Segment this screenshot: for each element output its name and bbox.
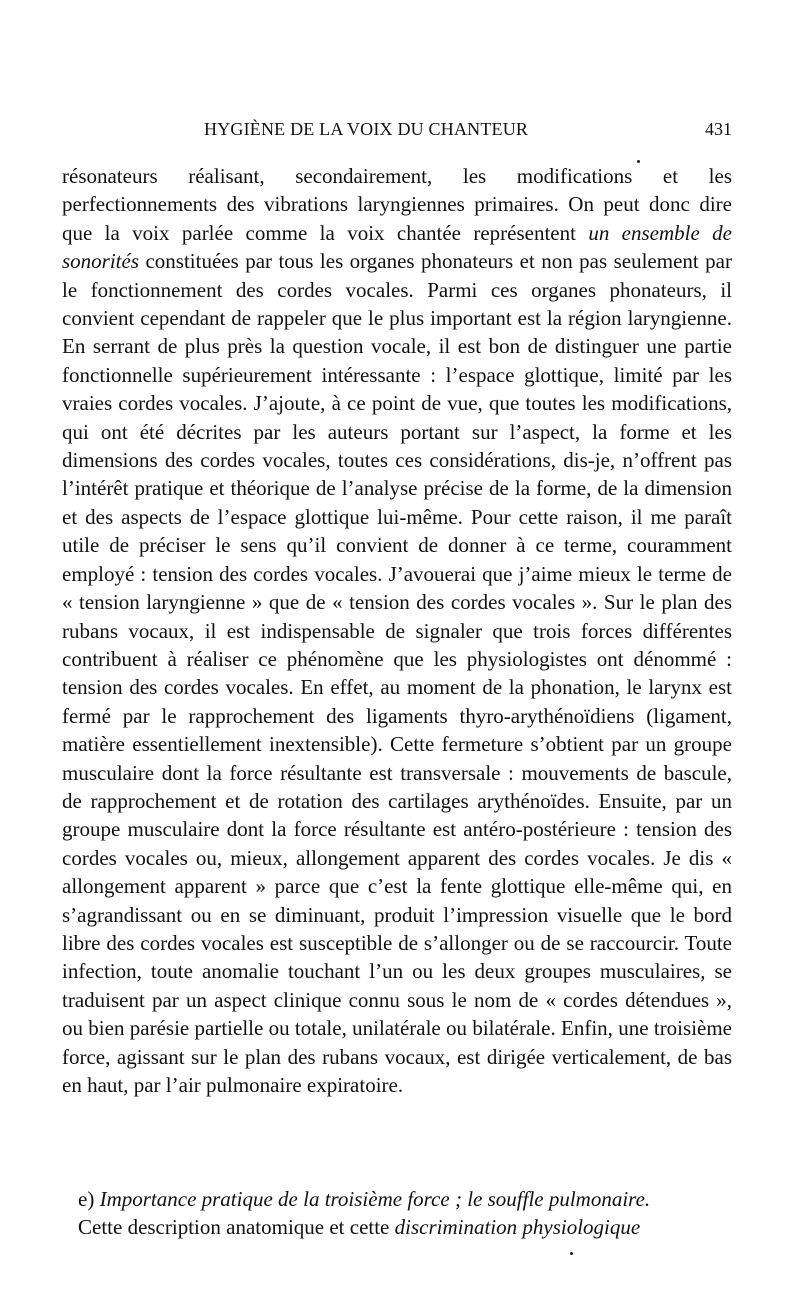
section-e-heading-line [62, 1185, 732, 1213]
section-e-line-2-italic: discrimination physiologique [394, 1215, 641, 1240]
running-title: HYGIÈNE DE LA VOIX DU CHANTEUR [204, 119, 529, 139]
main-paragraph [62, 162, 732, 1099]
print-speck-mark [637, 160, 640, 163]
paragraph-1 [62, 162, 732, 1099]
paragraph-1-emphasis: un ensemble de sonorités [62, 220, 732, 274]
section-e [62, 1185, 732, 1242]
paragraph-1-part-a: résonateurs réalisant, secondairement, les modifications et les perfectionnements des vibrations laryngiennes primaires. On peut donc dire que la voix parlée comme la voix chantée représentent [62, 164, 732, 245]
page-number: 431 [705, 119, 732, 139]
print-speck-mark [570, 1252, 573, 1255]
section-e-label: e) [78, 1187, 100, 1211]
paragraph-1-part-b: constituées par tous les organes phonateurs et non pas seulement par le fonctionnement des cordes vocales. Parmi ces organes phonateurs, il convient cependant de rappeler que le plus important est la région laryngienne. En serrant de plus près la question vocale, il est bon de distinguer une partie fonctionnelle supérieurement intéressante : l’espace glottique, limité par les vraies cordes vocales. J’ajoute, à ce point de vue, que toutes les modifications, qui ont été décrites par les auteurs portant sur l’aspect, la forme et les dimensions des cordes vocales, toutes ces considérations, dis-je, n’offrent pas l’intérêt pratique et théorique de l’analyse précise de la forme, de la dimension et des aspects de l’espace glottique lui-même. Pour cette raison, il me paraît utile de préciser le sens qu’il convient de donner à ce terme, couramment employé : tension des cordes vocales. J’avouerai que j’aime mieux le terme de « tension laryngienne » que de « tension des cordes vocales ». Sur le plan des rubans vocaux, il est indispensable de signaler que trois forces différentes contribuent à réaliser ce phénomène que les physiologistes ont dénommé : tension des cordes vocales. En effet, au moment de la phonation, le larynx est fermé par le rapprochement des ligaments thyro-arythénoïdiens (ligament, matière essentiellement inextensible). Cette fermeture s’obtient par un groupe musculaire dont la force résultante est transversale : mouvements de bascule, de rapprochement et de rotation des cartilages arythénoïdes. Ensuite, par un groupe musculaire dont la force résultante est antéro-postérieure : tension des cordes vocales ou, mieux, allongement apparent des cordes vocales. Je dis « allongement apparent » parce que c’est la fente glottique elle-même qui, en s’agrandissant ou en se diminuant, produit l’impression visuelle que le bord libre des cordes vocales est susceptible de s’allonger ou de se raccourcir. Toute infection, toute anomalie touchant l’un ou les deux groupes musculaires, se traduisent par un aspect clinique connu sous le nom de « cordes détendues », ou bien parésie partielle ou totale, unilatérale ou bilatérale. Enfin, une troisième force, agissant sur le plan des rubans vocaux, est dirigée verticalement, de bas en haut, par l’air pulmonaire expiratoire. [62, 249, 732, 1097]
section-e-line-2-start: Cette description anatomique et cette [78, 1215, 395, 1240]
page-header [62, 119, 732, 145]
section-e-heading: Importance pratique de la troisième force ; le souffle pulmonaire. [99, 1187, 651, 1211]
section-e-second-line [62, 1213, 732, 1241]
